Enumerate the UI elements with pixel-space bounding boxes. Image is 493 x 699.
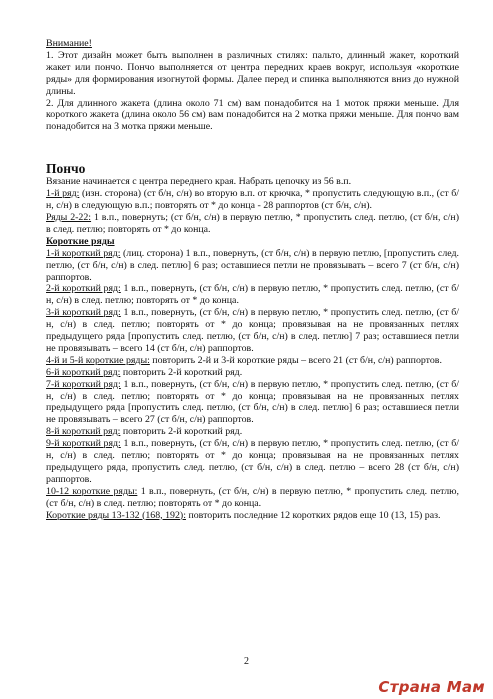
short-row-text: повторить последние 12 коротких рядов еще 10 (13, 15) раз.	[185, 509, 441, 521]
note-paragraph-2: 2. Для длинного жакета (длина около 71 см) вам понадобится на 1 моток пряжи меньше. Для короткого жакета (длина около 56 см) вам понадобится на 2 мотка пряжи меньше. Для пончо вам понадобится на 3 мотка пряжи меньше.	[46, 97, 459, 133]
short-row	[46, 510, 459, 522]
short-row-label: 9-й короткий ряд:	[46, 438, 121, 450]
short-row-label: 7-й короткий ряд:	[46, 378, 121, 390]
short-row-text: 1 в.п., повернуть, (ст б/н, с/н) в первую петлю, * пропустить след. петлю, (ст б/н, с/н) в след. петлю; повторять от * до конца.	[46, 485, 459, 509]
short-row-text: 1 в.п., повернуть, (ст б/н, с/н) в первую петлю, * пропустить след. петлю, (ст б/н, с/н) в след. петлю; повторять от * до конца.	[46, 283, 459, 307]
short-row-label: 4-й и 5-й короткие ряды:	[46, 354, 150, 366]
row-1	[46, 188, 459, 212]
short-row-text: (лиц. сторона) 1 в.п., повернуть, (ст б/н, с/н) в первую петлю, [пропустить след. петлю, (ст б/н, с/н) в след. петлю] 6 раз; оставшиеся петли не провязывать – всего 7 (ст б/н, с/н) раппортов.	[46, 247, 459, 283]
short-row-label: 1-й короткий ряд:	[46, 247, 121, 259]
short-row	[46, 283, 459, 307]
short-row-text: 1 в.п., повернуть, (ст б/н, с/н) в первую петлю, * пропустить след. петлю, (ст б/н, с/н) в след. петлю; повторять от * до конца; провязывая на не провязанных петлях предыдущего ряда, пропустить след. петлю, (ст б/н, с/н) в след. петлю – всего 28 (ст б/н, с/н) раппортов.	[46, 438, 459, 485]
site-watermark: Страна Мам	[378, 678, 485, 696]
short-row-text: повторить 2-й и 3-й короткие ряды – всего 21 (ст б/н, с/н) раппортов.	[149, 354, 442, 366]
row-1-text: (изн. сторона) (ст б/н, с/н) во вторую в.п. от крючка, * пропустить следующую в.п., (ст б/н, с/н) в следующую в.п.; повторять от * до конца - 28 раппортов (ст б/н, с/н).	[46, 188, 459, 212]
short-row	[46, 379, 459, 427]
row-1-label: 1-й ряд:	[46, 188, 80, 200]
short-row-label: 6-й короткий ряд:	[46, 366, 121, 378]
short-rows-title: Короткие ряды	[46, 235, 115, 247]
short-row-label: 3-й короткий ряд:	[46, 307, 121, 319]
page-number: 2	[244, 656, 249, 667]
short-row-text: 1 в.п., повернуть, (ст б/н, с/н) в первую петлю, * пропустить след. петлю, (ст б/н, с/н) в след. петлю; повторять от * до конца; провязывая на не провязанных петлях предыдущего ряда [пропустить след. петлю, (ст б/н, с/н) в след. петлю] 6 раз; оставшиеся петли не провязывать – всего 27 (ст б/н, с/н) раппортов.	[46, 378, 459, 426]
section-title: Пончо	[46, 161, 86, 177]
short-row-text: повторить 2-й короткий ряд.	[120, 366, 243, 378]
short-row	[46, 438, 459, 486]
note-heading: Внимание!	[46, 38, 92, 49]
short-row-label: Короткие ряды 13-132 (168, 192):	[46, 509, 186, 521]
short-row-label: 2-й короткий ряд:	[46, 283, 121, 295]
rows-2-22	[46, 212, 459, 236]
short-row	[46, 367, 459, 379]
section-intro: Вязание начинается с центра переднего края. Набрать цепочку из 56 в.п.	[46, 176, 352, 188]
note-paragraph-1: 1. Этот дизайн может быть выполнен в различных стилях: пальто, длинный жакет, короткий жакет или пончо. Пончо выполняется от центра передних краев вокруг, используя «короткие ряды» для формирования изогнутой формы. Далее перед и спинка выполняются вниз до нужной длины.	[46, 49, 459, 97]
short-row-text: повторить 2-й короткий ряд.	[120, 426, 243, 438]
rows-2-22-text: 1 в.п., повернуть; (ст б/н, с/н) в первую петлю, * пропустить след. петлю, (ст б/н, с/н) в след. петлю; повторять от * до конца.	[46, 211, 459, 235]
spacer	[46, 133, 459, 161]
short-row-label: 8-й короткий ряд:	[46, 426, 121, 438]
short-row	[46, 426, 459, 438]
page-content	[46, 38, 459, 522]
short-row-label: 10-12 короткие ряды:	[46, 485, 138, 497]
rows-2-22-label: Ряды 2-22:	[46, 211, 92, 223]
short-row	[46, 355, 459, 367]
short-row	[46, 307, 459, 355]
short-row	[46, 248, 459, 284]
short-row	[46, 486, 459, 510]
short-row-text: 1 в.п., повернуть, (ст б/н, с/н) в первую петлю, * пропустить след. петлю, (ст б/н, с/н) в след. петлю; повторять от * до конца; провязывая на не провязанных петлях предыдущего ряда [пропустить след. петлю, (ст б/н, с/н) в след. петлю] 7 раз; оставшиеся петли не провязывать – всего 14 (ст б/н, с/н) раппортов.	[46, 307, 459, 354]
